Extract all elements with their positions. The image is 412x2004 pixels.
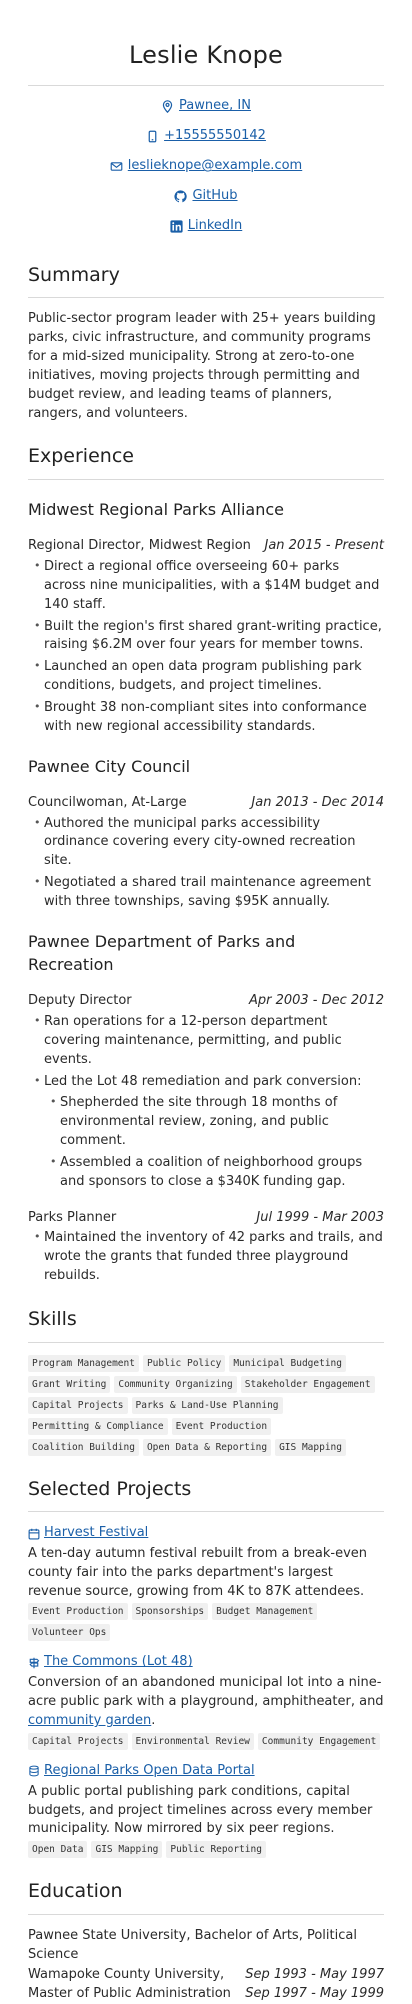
sub-bullets	[44, 1094, 384, 1191]
role-title: Councilwoman, At-Large	[28, 794, 187, 810]
org-name: Pawnee City Council	[28, 756, 191, 776]
project-item	[28, 1653, 384, 1749]
list-item: • Direct a regional office overseeing 60+ parks across nine municipalities, with a $14M budget and 140 staff.	[44, 558, 384, 615]
org-name: Midwest Regional Parks Alliance	[28, 499, 285, 519]
skills-heading: Skills	[28, 1308, 77, 1331]
community-garden-link[interactable]: community garden	[28, 1713, 152, 1729]
calendar-icon	[28, 1528, 40, 1540]
github-link[interactable]: GitHub	[192, 188, 238, 204]
project-description: A ten-day autumn festival rebuilt from a break-even county fair into the parks department's largest revenue source, growing from 4K to 87K attendees.	[28, 1545, 368, 1599]
role-dates: Jul 1999 - Mar 2003	[256, 1209, 384, 1225]
map-pin-icon	[161, 100, 174, 113]
project-tag: Open Data	[28, 1841, 87, 1858]
project-tags	[28, 1841, 384, 1858]
role-line	[28, 794, 384, 813]
education-item	[28, 1927, 384, 1965]
project-description-text: Conversion of an abandoned municipal lot into a nine-acre public park with a playground, amphitheater, and	[28, 1675, 384, 1710]
contact-list	[28, 92, 384, 242]
role-bullets	[28, 558, 384, 737]
education-dates: Sep 1993 - May 1997	[245, 1967, 384, 1983]
skill-tag: Capital Projects	[28, 1397, 128, 1414]
skill-tag: Public Policy	[143, 1355, 225, 1372]
education-divider	[28, 1914, 384, 1915]
project-tag: Budget Management	[212, 1603, 317, 1620]
skill-tag: Stakeholder Engagement	[241, 1376, 375, 1393]
summary-heading: Summary	[28, 263, 120, 286]
skill-tag: Municipal Budgeting	[229, 1355, 346, 1372]
experience-org	[28, 755, 384, 912]
project-title-row	[28, 1762, 384, 1781]
project-tag: Volunteer Ops	[28, 1624, 110, 1641]
skill-tag: Permitting & Compliance	[28, 1418, 168, 1435]
skill-tag: Open Data & Reporting	[143, 1439, 271, 1456]
project-tag: Capital Projects	[28, 1733, 128, 1750]
project-description	[28, 1674, 384, 1731]
list-item: • Maintained the inventory of 42 parks and trails, and wrote the grants that funded three playground rebuilds.	[44, 1229, 384, 1286]
skills-divider	[28, 1342, 384, 1343]
project-title-row	[28, 1653, 384, 1672]
summary-text: Public-sector program leader with 25+ years building parks, civic infrastructure, and community programs for a mid-sized municipality. Strong at zero-to-one initiatives, moving projects through permitting and budget review, and leading teams of planners, rangers, and volunteers.	[28, 311, 376, 421]
project-item	[28, 1524, 384, 1641]
contact-location	[28, 92, 384, 122]
list-item: • Authored the municipal parks accessibility ordinance covering every city-owned recreation site.	[44, 815, 384, 872]
skills-tags	[28, 1355, 384, 1456]
education-text: Pawnee State University, Bachelor of Arts, Political Science	[28, 1927, 357, 1962]
list-item-text: Led the Lot 48 remediation and park conversion:	[44, 1073, 362, 1089]
role-line	[28, 1209, 384, 1228]
experience-divider	[28, 479, 384, 480]
phone-link[interactable]: +15555550142	[164, 128, 266, 144]
role-title: Regional Director, Midwest Region	[28, 538, 251, 554]
skill-tag: Parks & Land-Use Planning	[132, 1397, 283, 1414]
role-bullets	[28, 815, 384, 912]
project-tag: Event Production	[28, 1603, 128, 1620]
education-dates-stack	[245, 1966, 384, 2004]
project-title-link[interactable]: Regional Parks Open Data Portal	[44, 1762, 255, 1778]
projects-divider	[28, 1511, 384, 1512]
skill-tag: Community Organizing	[114, 1376, 236, 1393]
role-dates: Jan 2015 - Present	[264, 538, 384, 554]
org-name: Pawnee Department of Parks and Recreation	[28, 931, 296, 975]
phone-icon	[146, 130, 159, 143]
skill-tag: GIS Mapping	[275, 1439, 346, 1456]
skill-tag: Coalition Building	[28, 1439, 139, 1456]
project-title-link[interactable]: Harvest Festival	[44, 1525, 149, 1541]
skill-tag: Event Production	[172, 1418, 272, 1435]
projects-heading: Selected Projects	[28, 1477, 192, 1500]
education-text: Wamapoke County University, Master of Public Administration	[28, 1967, 231, 2002]
signpost-icon	[28, 1657, 40, 1669]
project-tag: Public Reporting	[166, 1841, 266, 1858]
education-dates: Sep 1997 - May 1999	[245, 1986, 384, 2002]
project-description-end: .	[151, 1713, 156, 1729]
list-item: • Negotiated a shared trail maintenance agreement with three townships, saving $95K annually.	[44, 874, 384, 912]
resume-name: Leslie Knope	[129, 41, 283, 69]
education-item	[28, 1966, 384, 2004]
project-description: A public portal publishing park conditions, capital budgets, and project timelines across every member municipality. Now mirrored by six peer regions.	[28, 1783, 373, 1837]
project-title-row	[28, 1524, 384, 1543]
role-line	[28, 992, 384, 1011]
role-dates: Jan 2013 - Dec 2014	[251, 794, 384, 810]
education-heading: Education	[28, 1880, 123, 1903]
project-tag: GIS Mapping	[91, 1841, 162, 1858]
contact-phone	[28, 122, 384, 152]
contact-email	[28, 152, 384, 182]
list-item	[44, 1073, 384, 1192]
linkedin-link[interactable]: LinkedIn	[187, 218, 243, 234]
project-tag: Environmental Review	[132, 1733, 254, 1750]
role-line	[28, 537, 384, 556]
list-item: • Shepherded the site through 18 months of environmental review, zoning, and public comment.	[60, 1094, 384, 1151]
github-icon	[174, 190, 187, 203]
role-bullets	[28, 1229, 384, 1286]
role-dates: Apr 2003 - Dec 2012	[248, 993, 384, 1009]
database-icon	[28, 1765, 40, 1777]
contact-github	[28, 182, 384, 212]
role-title: Parks Planner	[28, 1209, 117, 1225]
list-item: • Launched an open data program publishing park conditions, budgets, and project timelines.	[44, 658, 384, 696]
project-tags	[28, 1733, 384, 1750]
list-item: • Brought 38 non-compliant sites into conformance with new regional accessibility standards.	[44, 699, 384, 737]
role-title: Deputy Director	[28, 993, 132, 1009]
experience-heading: Experience	[28, 445, 134, 468]
experience-org	[28, 930, 384, 1286]
project-item	[28, 1762, 384, 1858]
header-divider	[28, 85, 384, 86]
skill-tag: Program Management	[28, 1355, 139, 1372]
mail-icon	[110, 160, 123, 173]
role-bullets	[28, 1013, 384, 1192]
skill-tag: Grant Writing	[28, 1376, 110, 1393]
location-link[interactable]: Pawnee, IN	[179, 98, 251, 114]
linkedin-icon	[170, 220, 183, 233]
project-tag: Community Engagement	[258, 1733, 380, 1750]
experience-org	[28, 498, 384, 737]
project-tags	[28, 1603, 384, 1641]
email-link[interactable]: leslieknope@example.com	[127, 158, 303, 174]
list-item: • Ran operations for a 12-person department covering maintenance, permitting, and public events.	[44, 1013, 384, 1070]
project-tag: Sponsorships	[132, 1603, 209, 1620]
project-title-link[interactable]: The Commons (Lot 48)	[44, 1654, 193, 1670]
contact-linkedin	[28, 212, 384, 242]
list-item: • Built the region's first shared grant-writing practice, raising $6.2M over four years for member towns.	[44, 618, 384, 656]
summary-divider	[28, 297, 384, 298]
list-item: • Assembled a coalition of neighborhood groups and sponsors to close a $340K funding gap.	[60, 1154, 384, 1192]
